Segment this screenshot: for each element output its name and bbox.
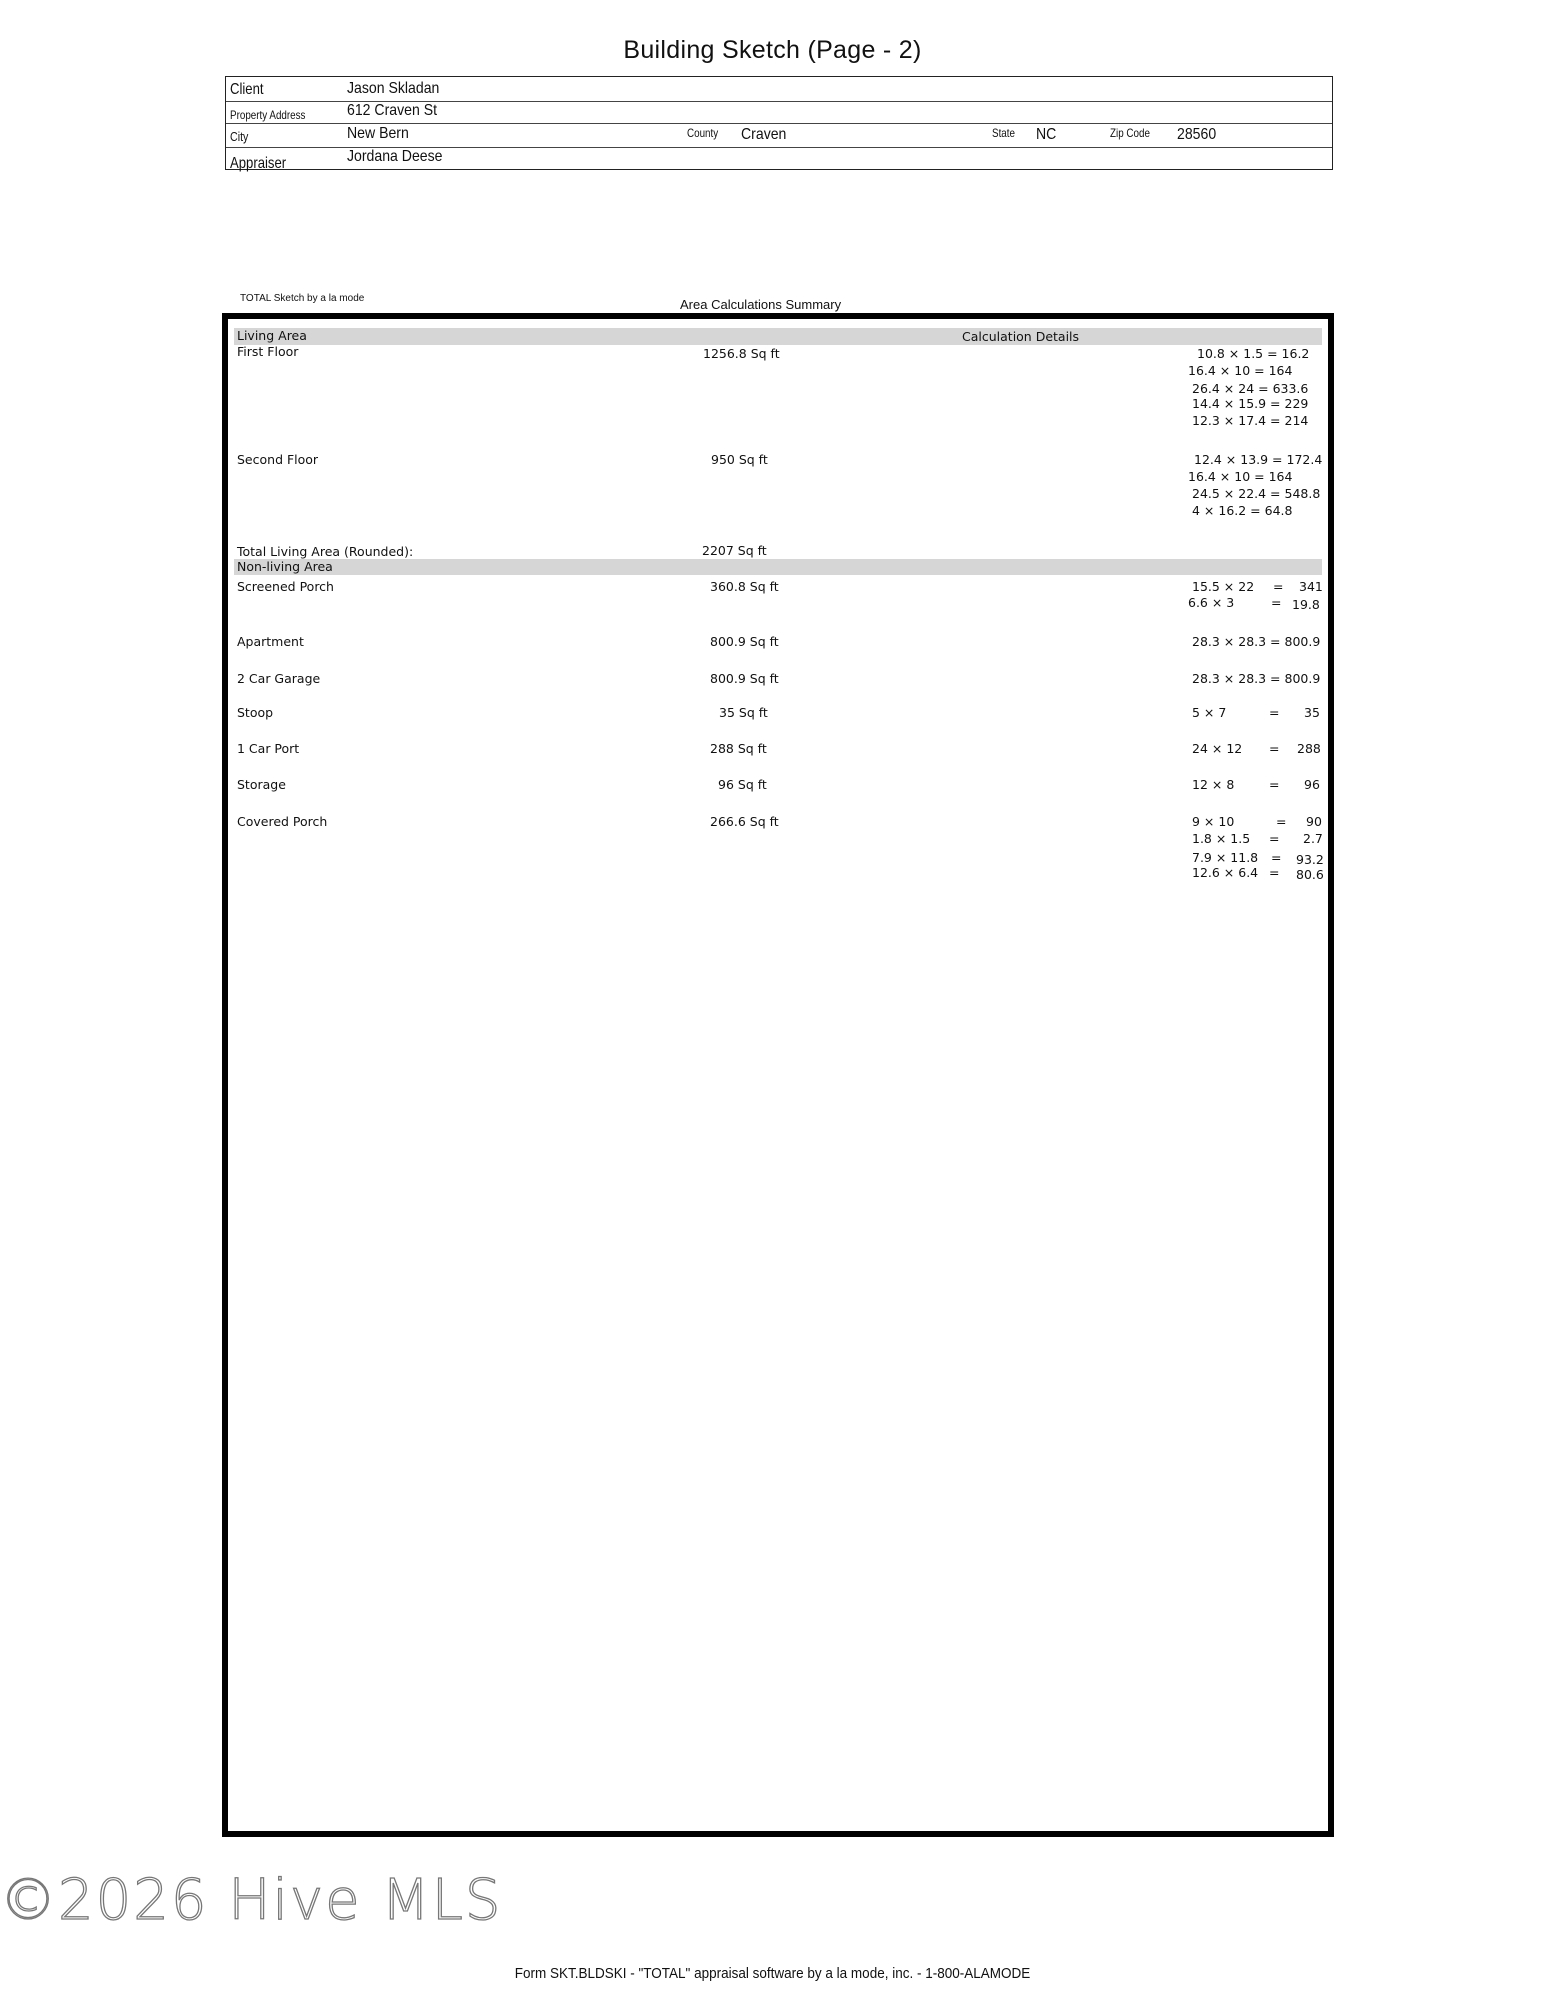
- row-area-covered-porch: 266.6 Sq ft: [710, 814, 779, 829]
- calc-eq: =: [1273, 579, 1284, 594]
- appraiser-label: Appraiser: [230, 155, 287, 172]
- calc-expr: 12 × 8: [1192, 777, 1235, 792]
- row-name-covered-porch: Covered Porch: [237, 814, 328, 829]
- calc-line: 12.4 × 13.9 = 172.4: [1194, 452, 1323, 467]
- area-calculations-frame: [222, 313, 1334, 1837]
- calc-result: 80.6: [1296, 867, 1324, 882]
- county-value: Craven: [741, 126, 787, 143]
- calc-eq: =: [1269, 865, 1280, 880]
- calc-result: 90: [1306, 814, 1322, 829]
- row-name-garage: 2 Car Garage: [237, 671, 321, 686]
- state-value: NC: [1036, 126, 1057, 143]
- calc-line: 4 × 16.2 = 64.8: [1192, 503, 1293, 518]
- row-area-second-floor: 950 Sq ft: [711, 452, 768, 467]
- calc-result: 35: [1304, 705, 1320, 720]
- footer-text: Form SKT.BLDSKI - "TOTAL" appraisal software by a la mode, inc. - 1-800-ALAMODE: [514, 1965, 1031, 1982]
- row-area-car-port: 288 Sq ft: [710, 741, 767, 756]
- calc-line: 28.3 × 28.3 = 800.9: [1192, 634, 1321, 649]
- zip-value: 28560: [1177, 126, 1217, 143]
- calc-result: 19.8: [1292, 597, 1320, 612]
- row-area-screened-porch: 360.8 Sq ft: [710, 579, 779, 594]
- page-title: Building Sketch (Page - 2): [623, 36, 922, 64]
- header-divider: [226, 123, 1332, 124]
- total-living-area: 2207 Sq ft: [702, 543, 767, 558]
- calculation-details-heading: Calculation Details: [962, 329, 1080, 344]
- client-label: Client: [230, 81, 264, 98]
- row-name-storage: Storage: [237, 777, 286, 792]
- calc-eq: =: [1271, 850, 1282, 865]
- calc-expr: 5 × 7: [1192, 705, 1227, 720]
- address-value: 612 Craven St: [347, 102, 438, 119]
- non-living-heading: Non-living Area: [237, 559, 333, 574]
- client-value: Jason Skladan: [347, 80, 440, 97]
- row-name-second-floor: Second Floor: [237, 452, 319, 467]
- state-label: State: [992, 126, 1015, 140]
- calc-eq: =: [1276, 814, 1287, 829]
- address-label: Property Address: [230, 108, 306, 122]
- calc-line: 16.4 × 10 = 164: [1188, 469, 1293, 484]
- calc-line: 28.3 × 28.3 = 800.9: [1192, 671, 1321, 686]
- calc-expr: 1.8 × 1.5: [1192, 831, 1251, 846]
- row-area-garage: 800.9 Sq ft: [710, 671, 779, 686]
- row-name-apartment: Apartment: [237, 634, 304, 649]
- calc-eq: =: [1269, 777, 1280, 792]
- row-area-apartment: 800.9 Sq ft: [710, 634, 779, 649]
- calc-expr: 15.5 × 22: [1192, 579, 1255, 594]
- living-area-band: [234, 328, 1322, 345]
- city-label: City: [230, 129, 249, 144]
- summary-title: Area Calculations Summary: [680, 297, 842, 312]
- row-area-first-floor: 1256.8 Sq ft: [703, 346, 780, 361]
- calc-result: 93.2: [1296, 852, 1324, 867]
- calc-line: 14.4 × 15.9 = 229: [1192, 396, 1309, 411]
- header-table: [225, 76, 1333, 170]
- calc-eq: =: [1269, 741, 1280, 756]
- row-area-storage: 96 Sq ft: [718, 777, 767, 792]
- non-living-area-band: [234, 559, 1322, 575]
- row-name-stoop: Stoop: [237, 705, 274, 720]
- calc-expr: 6.6 × 3: [1188, 595, 1235, 610]
- city-value: New Bern: [347, 125, 409, 142]
- calc-expr: 24 × 12: [1192, 741, 1243, 756]
- appraiser-value: Jordana Deese: [347, 148, 443, 165]
- calc-eq: =: [1269, 831, 1280, 846]
- row-area-stoop: 35 Sq ft: [719, 705, 768, 720]
- calc-line: 24.5 × 22.4 = 548.8: [1192, 486, 1321, 501]
- calc-expr: 12.6 × 6.4: [1192, 865, 1259, 880]
- row-name-screened-porch: Screened Porch: [237, 579, 334, 594]
- zip-label: Zip Code: [1110, 126, 1150, 140]
- calc-line: 26.4 × 24 = 633.6: [1192, 381, 1309, 396]
- row-name-first-floor: First Floor: [237, 344, 299, 359]
- calc-line: 12.3 × 17.4 = 214: [1192, 413, 1309, 428]
- calc-result: 288: [1297, 741, 1321, 756]
- sketch-software-label: TOTAL Sketch by a la mode: [240, 293, 365, 304]
- living-area-heading: Living Area: [237, 328, 307, 343]
- calc-result: 2.7: [1303, 831, 1323, 846]
- calc-result: 341: [1299, 579, 1323, 594]
- calc-expr: 7.9 × 11.8: [1192, 850, 1259, 865]
- calc-eq: =: [1271, 595, 1282, 610]
- calc-result: 96: [1304, 777, 1320, 792]
- calc-expr: 9 × 10: [1192, 814, 1235, 829]
- row-name-car-port: 1 Car Port: [237, 741, 300, 756]
- county-label: County: [687, 126, 719, 140]
- calc-eq: =: [1269, 705, 1280, 720]
- watermark: ©2026 Hive MLS: [0, 1868, 503, 1933]
- calc-line: 16.4 × 10 = 164: [1188, 363, 1293, 378]
- calc-line: 10.8 × 1.5 = 16.2: [1197, 346, 1310, 361]
- total-living-label: Total Living Area (Rounded):: [237, 544, 414, 559]
